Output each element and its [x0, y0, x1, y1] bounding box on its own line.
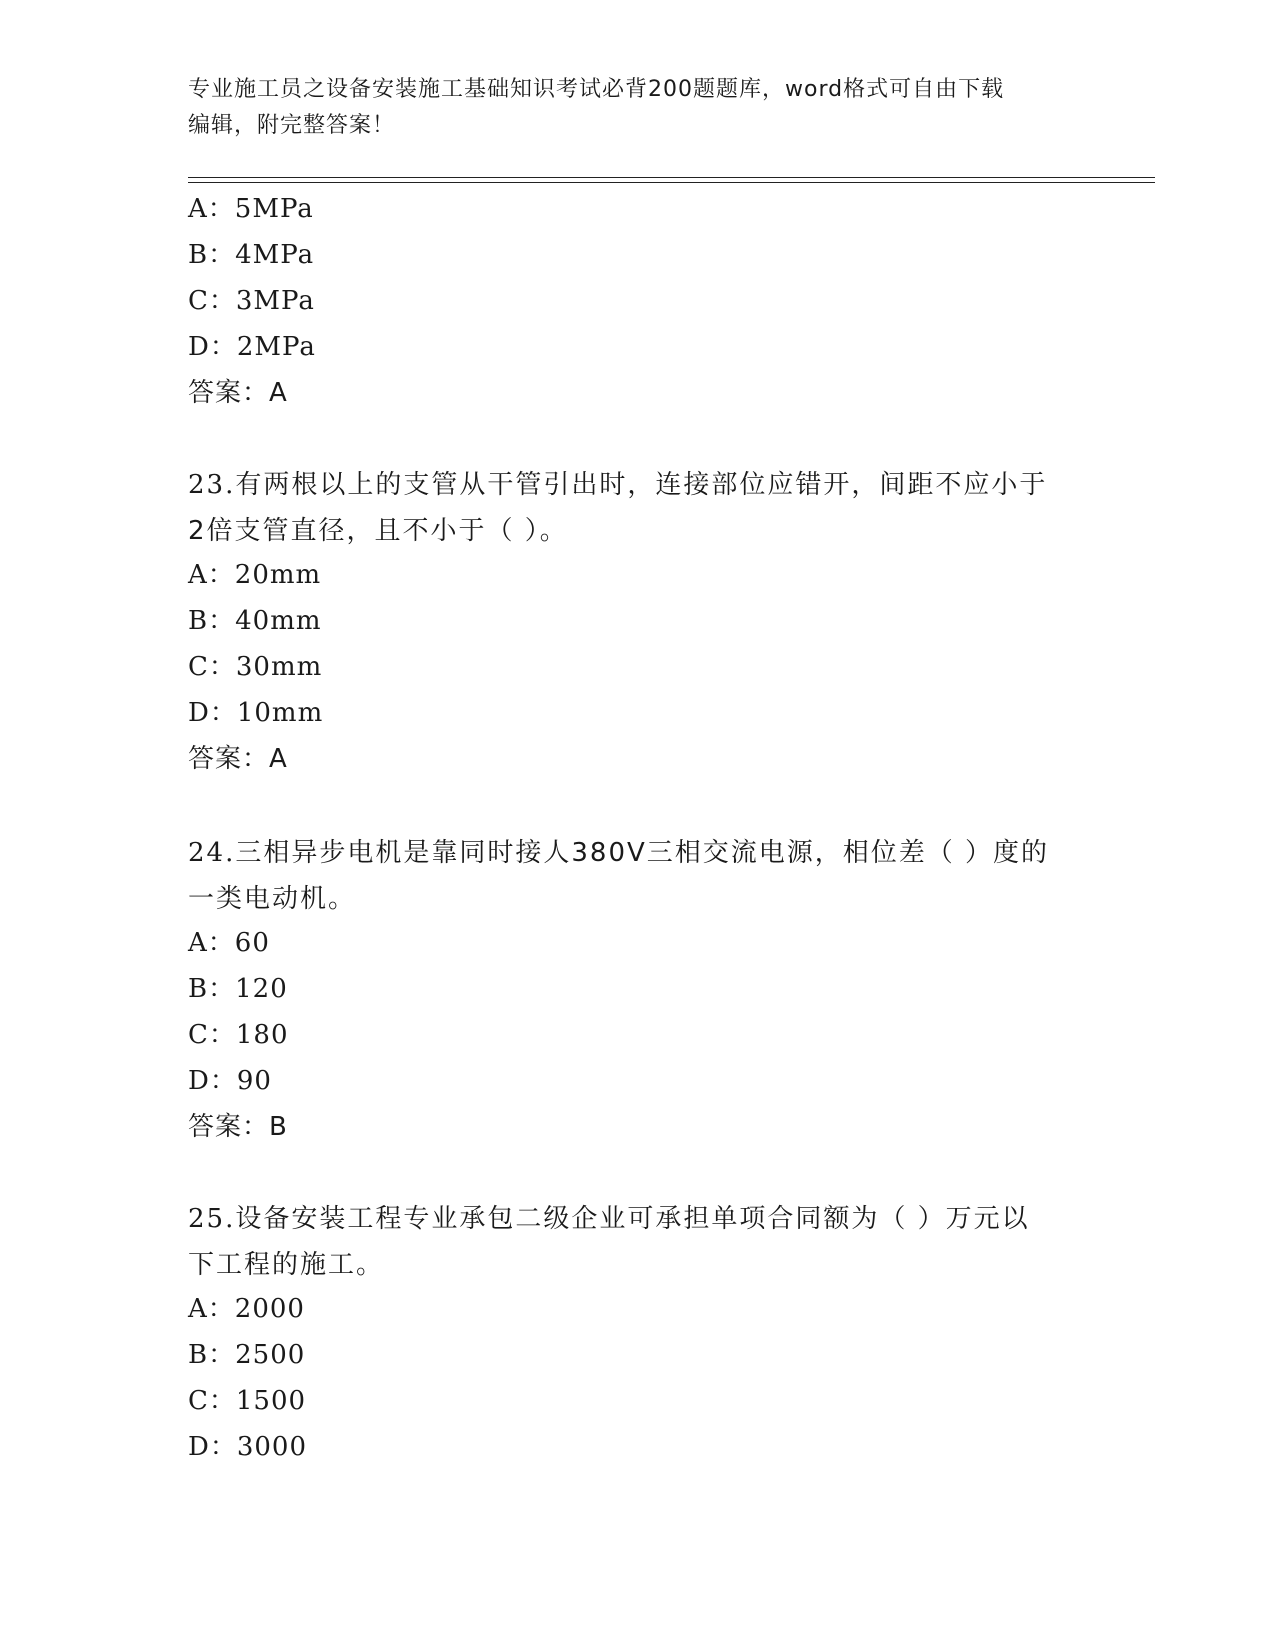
q25-stem [188, 1196, 1088, 1288]
q23-stem-line-1: 有两根以上的支管从干管引出时，连接部位应错开，间距不应小于 [235, 470, 1048, 500]
q23-answer: 答案：A [188, 744, 288, 774]
q22-option-b: B：4MPa [188, 240, 315, 270]
q24-stem [188, 830, 1088, 922]
q24-number: 24. [188, 838, 236, 868]
q25-option-c: C：1500 [188, 1386, 307, 1416]
q23-option-a: A：20mm [188, 560, 322, 590]
q25-stem-line-1: 设备安装工程专业承包二级企业可承担单项合同额为（ ）万元以 [235, 1204, 1030, 1234]
q25-number: 25. [188, 1204, 236, 1234]
document-header [188, 72, 1088, 144]
q24-option-b: B：120 [188, 974, 288, 1004]
q24-answer: 答案：B [188, 1112, 288, 1142]
q23-option-b: B：40mm [188, 606, 322, 636]
q22-option-a: A：5MPa [188, 194, 314, 224]
q22-option-c: C：3MPa [188, 286, 315, 316]
q25-stem-line-2: 下工程的施工。 [188, 1250, 385, 1280]
q22-answer: 答案：A [188, 378, 288, 408]
q22-option-d: D：2MPa [188, 332, 316, 362]
q23-stem [188, 462, 1088, 554]
header-divider-top [188, 177, 1155, 178]
q24-option-a: A：60 [188, 928, 270, 958]
q24-option-c: C：180 [188, 1020, 289, 1050]
header-divider-bottom [188, 182, 1155, 183]
q23-option-d: D：10mm [188, 698, 324, 728]
q25-option-b: B：2500 [188, 1340, 306, 1370]
q23-stem-line-2: 2倍支管直径，且不小于（ ）。 [188, 516, 568, 546]
q23-option-c: C：30mm [188, 652, 323, 682]
q25-option-d: D：3000 [188, 1432, 308, 1462]
q24-option-d: D：90 [188, 1066, 272, 1096]
q24-stem-line-2: 一类电动机。 [188, 884, 357, 914]
header-line-1: 专业施工员之设备安装施工基础知识考试必背200题题库，word格式可自由下载 [188, 77, 1005, 102]
q25-option-a: A：2000 [188, 1294, 305, 1324]
q24-stem-line-1: 三相异步电机是靠同时接人380V三相交流电源，相位差（ ）度的 [235, 838, 1050, 868]
header-line-2: 编辑，附完整答案！ [188, 113, 396, 138]
q23-number: 23. [188, 470, 236, 500]
